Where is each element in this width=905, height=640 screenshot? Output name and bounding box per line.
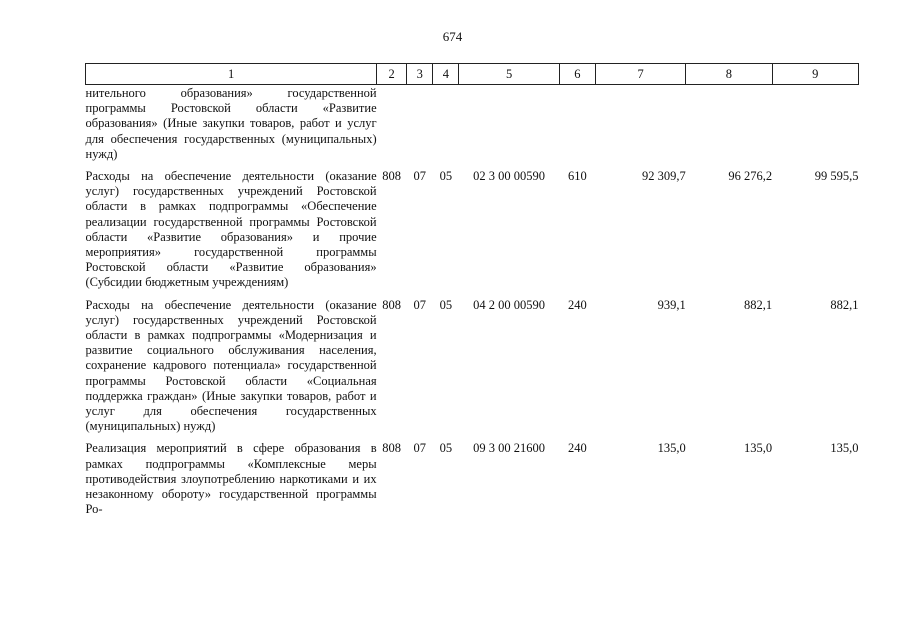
ministry-code — [377, 85, 407, 163]
amount-col9: 135,0 — [830, 441, 859, 456]
amount-col9 — [772, 85, 858, 163]
expense-type-code: 610 — [567, 169, 587, 184]
subsection-code — [433, 85, 459, 163]
table-body — [86, 85, 859, 518]
amount-col7 — [595, 85, 685, 163]
section-code — [407, 85, 433, 163]
col-header-3: 3 — [407, 64, 433, 85]
amount-col9: 882,1 — [830, 297, 859, 312]
col-header-1: 1 — [86, 64, 377, 85]
section-code: 07 — [413, 297, 427, 312]
table-header — [86, 64, 859, 85]
target-article-code: 09 3 00 21600 — [473, 441, 546, 456]
col-header-6: 6 — [559, 64, 595, 85]
target-article-code: 02 3 00 00590 — [473, 169, 546, 184]
col-header-2: 2 — [377, 64, 407, 85]
col-header-4: 4 — [433, 64, 459, 85]
section-code: 07 — [413, 441, 427, 456]
row-description: Расходы на обеспечение деятельности (оказание услуг) государственных учреждений Ростовской области в рамках подпрограммы «Обеспечение реализации государственной программы Ростовской области «Развитие образования» и прочие мероприятия» государственной программы Ростовской области «Развитие образования» (Субсидии бюджетным учреждениям) — [85, 169, 377, 290]
amount-col7: 939,1 — [657, 297, 686, 312]
expense-type-code: 240 — [567, 441, 587, 456]
table-row — [86, 291, 859, 435]
amount-col8: 96 276,2 — [728, 169, 773, 184]
amount-col7: 135,0 — [657, 441, 686, 456]
col-header-8: 8 — [686, 64, 772, 85]
col-header-7: 7 — [595, 64, 685, 85]
ministry-code: 808 — [382, 441, 402, 456]
col-header-5: 5 — [459, 64, 559, 85]
table-row — [86, 162, 859, 291]
ministry-code: 808 — [382, 169, 402, 184]
subsection-code: 05 — [439, 441, 453, 456]
row-description: нительного образования» государственной программы Ростовской области «Развитие образования» (Иные закупки товаров, работ и услуг для обеспечения государственных (муниципальных) нужд) — [85, 86, 377, 161]
amount-col8: 882,1 — [743, 297, 773, 312]
target-article-code — [459, 85, 559, 163]
expense-type-code: 240 — [567, 297, 587, 312]
col-header-9: 9 — [772, 64, 858, 85]
table-row — [86, 85, 859, 163]
header-row — [86, 64, 859, 85]
amount-col8: 135,0 — [743, 441, 773, 456]
table-row — [86, 434, 859, 517]
row-description: Реализация мероприятий в сфере образования в рамках подпрограммы «Комплексные меры противодействия злоупотреблению наркотиками и их незаконному обороту» государственной программы Ро- — [85, 441, 377, 517]
expense-type-code — [559, 85, 595, 163]
target-article-code: 04 2 00 00590 — [473, 297, 546, 312]
section-code: 07 — [413, 169, 427, 184]
amount-col8 — [686, 85, 772, 163]
ministry-code: 808 — [382, 297, 402, 312]
subsection-code: 05 — [439, 297, 453, 312]
amount-col9: 99 595,5 — [814, 169, 859, 184]
row-description: Расходы на обеспечение деятельности (оказание услуг) государственных учреждений Ростовской области в рамках подпрограммы «Модернизация и развитие социального обслуживания населения, сохранение кадрового потенциала» государственной программы Ростовской области «Социальная поддержка граждан» (Иные закупки товаров, работ и услуг для обеспечения государственных (муниципальных) нужд) — [85, 297, 377, 434]
budget-table — [85, 63, 859, 517]
page-number: 674 — [442, 29, 463, 44]
subsection-code: 05 — [439, 169, 453, 184]
amount-col7: 92 309,7 — [642, 169, 686, 184]
